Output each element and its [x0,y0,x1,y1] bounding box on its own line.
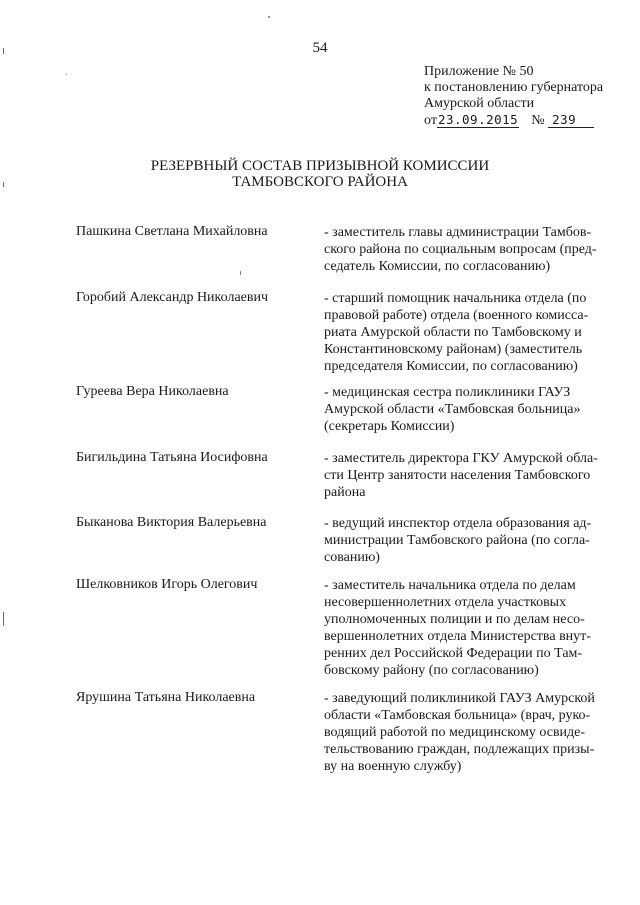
scan-speck [240,271,241,275]
member-name: Горобий Александр Николаевич [76,290,269,305]
role-line: министрации Тамбовского района (по согла- [324,533,590,548]
role-line: района [324,485,366,500]
role-line: Амурской области «Тамбовская больница» [324,402,581,417]
scan-mark [3,612,4,626]
role-line: - заместитель директора ГКУ Амурской обла- [324,451,598,466]
decree-date: 23.09.2015 [437,112,519,127]
role-line: правовой работе) отдела (военного комисса- [324,308,589,323]
role-line: уполномоченных полиции и по делам несо- [324,612,585,627]
title-line-1: РЕЗЕРВНЫЙ СОСТАВ ПРИЗЫВНОЙ КОМИССИИ [150,158,490,174]
role-line: Константиновскому районам) (заместитель [324,342,583,357]
role-line: - медицинская сестра поликлиники ГАУЗ [324,385,571,400]
role-line: сованию) [324,550,380,565]
member-role [324,384,610,435]
member-role [324,450,610,501]
role-line: риата Амурской области по Тамбовскому и [324,325,582,340]
role-line: - заместитель начальника отдела по делам [324,578,576,593]
scan-speck [66,74,67,75]
number-prefix: № [531,113,545,128]
role-line: - старший помощник начальника отдела (по [324,291,587,306]
member-role [324,290,610,375]
role-line: седатель Комиссии, по согласованию) [324,259,551,274]
title-line-2: ТАМБОВСКОГО РАЙОНА [232,174,408,190]
role-line: председателя Комиссии, по согласованию) [324,359,578,374]
role-line: несовершеннолетних отдела участковых [324,595,567,610]
role-line: водящий работой по медицинскому освиде- [324,725,586,740]
annex-date-line [424,112,624,129]
page-number: 54 [312,40,328,56]
role-line: тельствованию граждан, подлежащих призы- [324,742,595,757]
member-name: Быканова Виктория Валерьевна [76,515,267,530]
role-line: ренних дел Российской Федерации по Там- [324,646,583,661]
annex-region: Амурской области [424,96,535,111]
member-role [324,577,610,679]
role-line: - заведующий поликлиникой ГАУЗ Амурской [324,691,595,706]
role-line: (секретарь Комиссии) [324,419,455,434]
role-line: - заместитель главы администрации Тамбов- [324,225,592,240]
role-line: бовскому району (по согласованию) [324,663,539,678]
member-name: Ярушина Татьяна Николаевна [76,690,256,705]
annex-title: Приложение № 50 [424,64,534,79]
date-prefix: от [424,113,437,128]
role-line: области «Тамбовская больница» (врач, руко- [324,708,591,723]
document-title [0,158,640,190]
role-line: ского района по социальным вопросам (пред- [324,242,597,257]
member-name: Гуреева Вера Николаевна [76,384,229,399]
member-name: Бигильдина Татьяна Иосифовна [76,450,268,465]
member-role [324,690,610,775]
scan-speck [268,16,270,18]
member-name: Шелковников Игорь Олегович [76,577,258,592]
annex-reference: к постановлению губернатора [424,80,604,95]
role-line: - ведущий инспектор отдела образования ад- [324,516,592,531]
role-line: ву на военную службу) [324,759,462,774]
member-role [324,224,610,275]
member-name: Пашкина Светлана Михайловна [76,224,268,239]
decree-number: 239 [548,112,594,128]
annex-block [424,64,624,129]
member-role [324,515,610,566]
role-line: вершеннолетних отдела Министерства внут- [324,629,591,644]
role-line: сти Центр занятости населения Тамбовского [324,468,591,483]
